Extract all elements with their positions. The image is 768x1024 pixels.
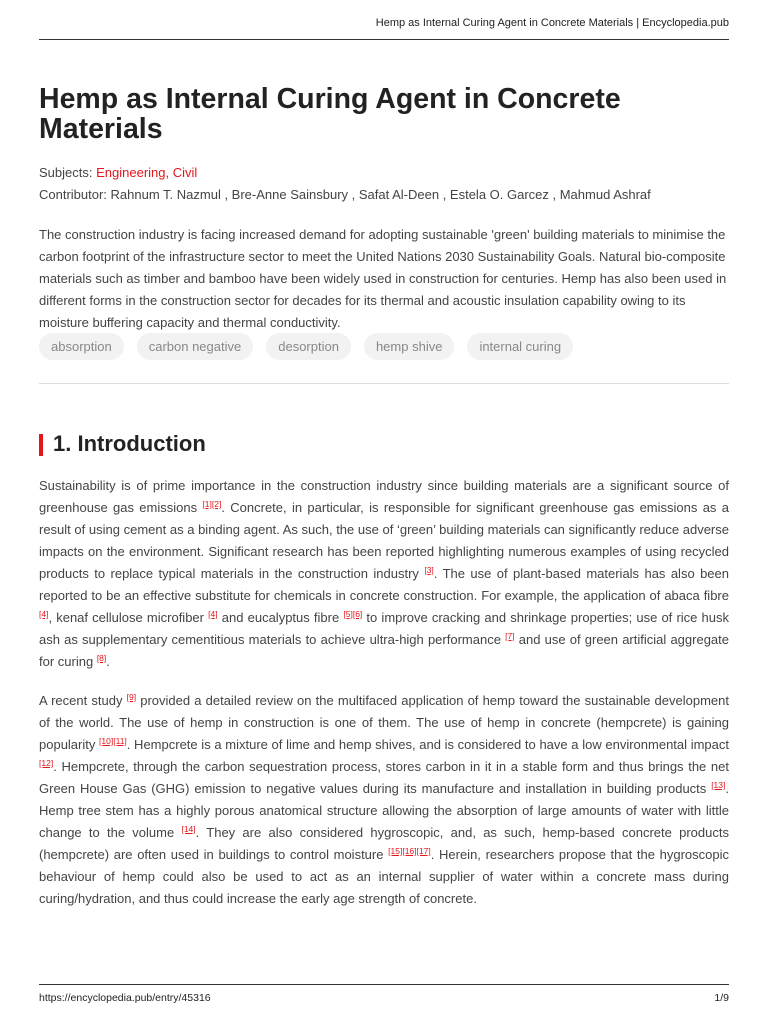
citation-link[interactable]: [1] xyxy=(202,499,212,509)
citation-link[interactable]: [15] xyxy=(388,846,403,856)
citation-link[interactable]: [4] xyxy=(208,609,218,619)
keyword-tag[interactable]: internal curing xyxy=(467,333,573,360)
footer-url[interactable]: https://encyclopedia.pub/entry/45316 xyxy=(39,992,211,1004)
intro-paragraph-2 xyxy=(39,690,729,910)
text-run: . The use of plant-based materials has also been reported to be an effective substitute for chemicals in concrete construction. For example, the application of abaca fibre xyxy=(39,566,729,603)
running-title: Hemp as Internal Curing Agent in Concrete Materials | Encyclopedia.pub xyxy=(375,17,729,29)
text-run: and eucalyptus fibre xyxy=(217,610,344,625)
text-run: provided a detailed review on the multifaced application of hemp toward the sustainable development of the world. The use of hemp in construction is one of them. The use of hemp in concrete (hempcrete) is gaining popularity xyxy=(39,693,729,752)
contributor-label: Contributor: xyxy=(39,187,107,202)
citation-link[interactable]: [10] xyxy=(99,736,114,746)
subjects-label: Subjects: xyxy=(39,165,93,180)
section-marker xyxy=(39,434,43,456)
text-run: . They are also considered hygroscopic, and, as such, hemp-based concrete products (hempcrete) are often used in buildings to control moisture xyxy=(39,825,729,862)
running-header xyxy=(39,14,729,40)
text-run: and use of green artificial aggregate for curing xyxy=(39,632,729,669)
keyword-tag[interactable]: carbon negative xyxy=(137,333,254,360)
text-run: , kenaf cellulose microfiber xyxy=(48,610,209,625)
footer-divider xyxy=(39,984,729,985)
citation-link[interactable]: [3] xyxy=(424,565,434,575)
keyword-tag[interactable]: absorption xyxy=(39,333,124,360)
citation-link[interactable]: [13] xyxy=(711,780,726,790)
citation-link[interactable]: [9] xyxy=(126,692,137,702)
citation-link[interactable]: [4] xyxy=(39,609,49,619)
text-run: . Hempcrete, through the carbon sequestration process, stores carbon in it in a stable form and thus brings the net Green House Gas (GHG) emission to negative values during its manufacture and installation in building products xyxy=(39,759,729,796)
section-heading: 1. Introduction xyxy=(53,431,206,456)
citation-link[interactable]: [16] xyxy=(402,846,417,856)
text-run: Sustainability is of prime importance in the construction industry since building materials are a significant source of greenhouse gas emissions xyxy=(39,478,729,515)
text-run: . Herein, researchers propose that the hygroscopic behaviour of hemp could also be used to act as an internal supplier of water within a concrete mass during curing/hydration, and thus could increase the early age strength of concrete. xyxy=(39,847,729,906)
text-run: . Hempcrete is a mixture of lime and hemp shives, and is considered to have a low environmental impact xyxy=(126,737,729,752)
text-run: to improve cracking and shrinkage properties; use of rice husk ash as supplementary cementitious materials to achieve ultra-high performance xyxy=(39,610,730,647)
citation-link[interactable]: [7] xyxy=(505,631,515,641)
citation-link[interactable]: [12] xyxy=(39,758,54,768)
keyword-tags xyxy=(39,333,573,360)
abstract: The construction industry is facing increased demand for adopting sustainable 'green' building materials to minimise the carbon footprint of the infrastructure sector to meet the United Nations 2030 Sustainability Goals. Natural bio-composite materials such as timber and bamboo have been widely used in construction for centuries. Hemp has also been used in different forms in the construction sector for decades for its thermal and acoustic insulation capability owing to its moisture buffering capacity and thermal conductivity. xyxy=(39,227,727,330)
citation-link[interactable]: [11] xyxy=(113,736,127,746)
divider xyxy=(39,383,729,384)
text-run: . Hemp tree stem has a highly porous anatomical structure allowing the absorption of large amounts of water with little change to the volume xyxy=(39,781,729,840)
citation-link[interactable]: [17] xyxy=(416,846,431,856)
text-run: A recent study xyxy=(39,693,127,708)
page-number: 1/9 xyxy=(714,992,729,1004)
text-run: . xyxy=(106,654,110,669)
text-run: . Concrete, in particular, is responsible for significant greenhouse gas emissions as a result of using cement as a binding agent. As such, the use of ‘green’ building materials can significantly reduce adverse impacts on the environment. Significant research has been reported highlighting numerous examples of using recycled products to replace typical materials in the construction industry xyxy=(39,500,729,581)
intro-paragraph-1 xyxy=(39,475,729,673)
page-title: Hemp as Internal Curing Agent in Concrete Materials xyxy=(39,83,621,145)
contributor-line xyxy=(39,185,651,205)
citation-link[interactable]: [8] xyxy=(96,653,107,663)
citation-link[interactable]: [6] xyxy=(352,609,363,619)
keyword-tag[interactable]: desorption xyxy=(266,333,351,360)
subjects-link[interactable]: Engineering, Civil xyxy=(96,165,198,180)
citation-link[interactable]: [14] xyxy=(181,824,196,834)
subjects-line xyxy=(39,163,197,183)
keyword-tag[interactable]: hemp shive xyxy=(364,333,454,360)
citation-link[interactable]: [5] xyxy=(343,609,353,619)
citation-link[interactable]: [2] xyxy=(211,499,222,509)
contributor-names: Rahnum T. Nazmul , Bre-Anne Sainsbury , Safat Al-Deen , Estela O. Garcez , Mahmud Ashraf xyxy=(110,187,651,202)
